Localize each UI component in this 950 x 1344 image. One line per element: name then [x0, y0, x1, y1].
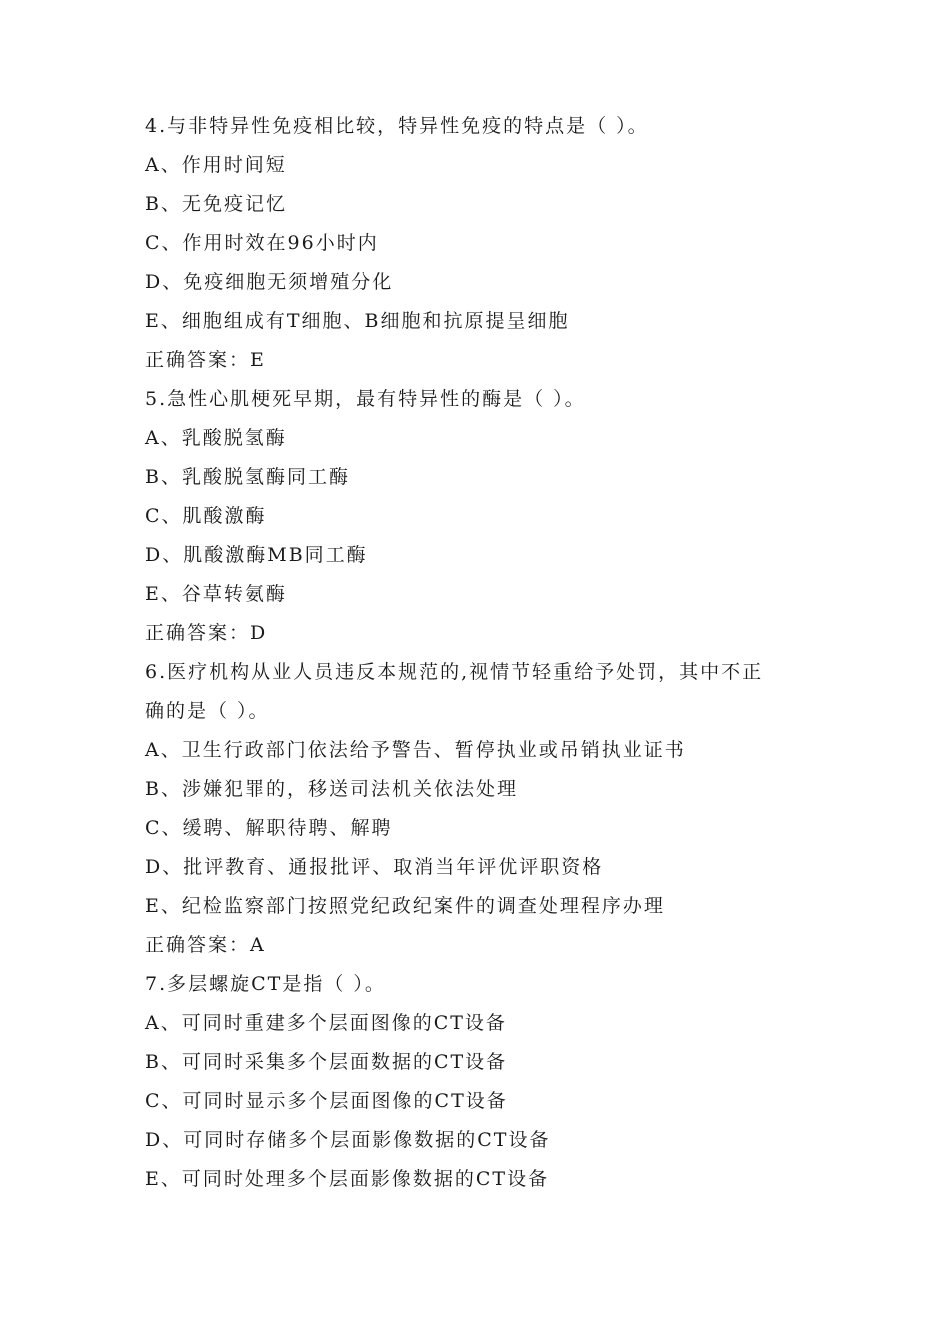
- option-d: D、批评教育、通报批评、取消当年评优评职资格: [145, 856, 604, 878]
- answer-line: 正确答案：E: [145, 349, 266, 371]
- option-b: B、无免疫记忆: [145, 193, 287, 215]
- option-a: A、作用时间短: [145, 154, 287, 176]
- option-a: A、可同时重建多个层面图像的CT设备: [145, 1012, 507, 1034]
- answer-line: 正确答案：A: [145, 934, 266, 956]
- option-b: B、乳酸脱氢酶同工酶: [145, 466, 350, 488]
- option-a: A、乳酸脱氢酶: [145, 427, 287, 449]
- question-4: [145, 107, 825, 380]
- option-a: A、卫生行政部门依法给予警告、暂停执业或吊销执业证书: [145, 739, 686, 761]
- option-c: C、可同时显示多个层面图像的CT设备: [145, 1090, 508, 1112]
- option-b: B、可同时采集多个层面数据的CT设备: [145, 1051, 508, 1073]
- question-stem: 5.急性心肌梗死早期，最有特异性的酶是（ ）。: [145, 388, 586, 410]
- question-stem: 4.与非特异性免疫相比较，特异性免疫的特点是（ ）。: [145, 115, 649, 137]
- option-e: E、纪检监察部门按照党纪政纪案件的调查处理程序办理: [145, 895, 665, 917]
- option-c: C、肌酸激酶: [145, 505, 267, 527]
- option-d: D、肌酸激酶MB同工酶: [145, 544, 368, 566]
- option-d: D、可同时存储多个层面影像数据的CT设备: [145, 1129, 551, 1151]
- option-e: E、谷草转氨酶: [145, 583, 287, 605]
- question-5: [145, 380, 825, 653]
- option-c: C、作用时效在96小时内: [145, 232, 379, 254]
- option-e: E、可同时处理多个层面影像数据的CT设备: [145, 1168, 550, 1190]
- question-stem-line-1: 6.医疗机构从业人员违反本规范的,视情节轻重给予处罚，其中不正: [145, 661, 764, 683]
- option-d: D、免疫细胞无须增殖分化: [145, 271, 394, 293]
- answer-line: 正确答案：D: [145, 622, 268, 644]
- question-stem-line-2: 确的是（ ）。: [145, 700, 270, 722]
- document-content: [145, 107, 825, 1199]
- option-c: C、缓聘、解职待聘、解聘: [145, 817, 393, 839]
- question-6: [145, 653, 825, 965]
- question-7: [145, 965, 825, 1199]
- option-b: B、涉嫌犯罪的，移送司法机关依法处理: [145, 778, 518, 800]
- option-e: E、细胞组成有T细胞、B细胞和抗原提呈细胞: [145, 310, 570, 332]
- question-stem: 7.多层螺旋CT是指（ ）。: [145, 973, 386, 995]
